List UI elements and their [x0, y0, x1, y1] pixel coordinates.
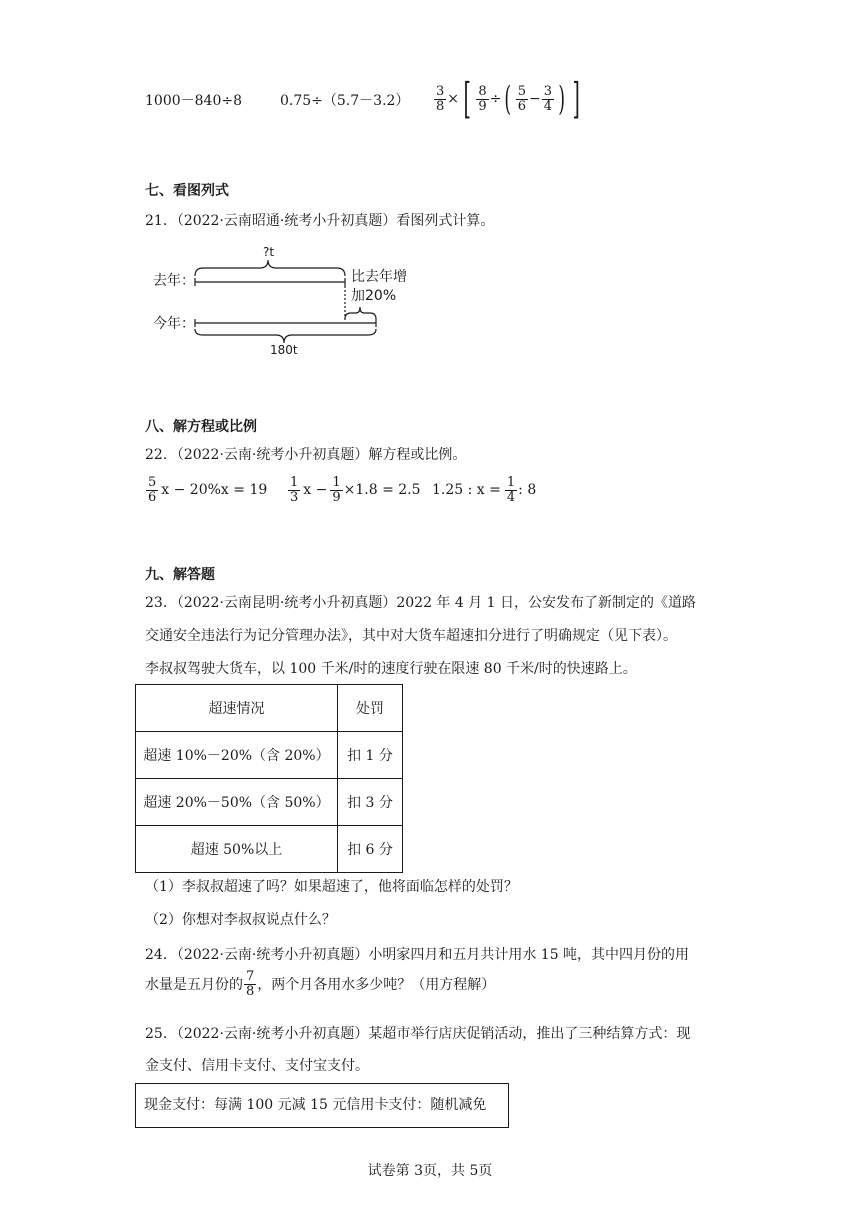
- minus-sign: −: [528, 91, 541, 107]
- diagram-lines: [190, 255, 390, 345]
- table-row: [136, 826, 403, 873]
- fraction: $\frac{1}{9}$: [332, 475, 341, 505]
- calc-expr-3: [433, 74, 585, 123]
- question-23-line-3: 李叔叔驾驶大货车，以 100 千米/时的速度行驶在限速 80 千米/时的快速路上。: [145, 661, 637, 677]
- question-24-line-2: [145, 970, 495, 998]
- question-25-line-1: 25．（2022·云南·统考小升初真题）某超市举行店庆促销活动，推出了三种结算方式：现: [145, 1026, 691, 1042]
- fraction: $\frac{7}{8}$: [246, 969, 255, 999]
- increase-label-1: 比去年增: [351, 269, 407, 285]
- question-text: 水量是五月份的: [145, 977, 243, 994]
- table-row: [136, 779, 403, 826]
- question-25-line-2: 金支付、信用卡支付、支付宝支付。: [145, 1058, 369, 1074]
- question-23-sub-1: （1）李叔叔超速了吗？如果超速了，他将面临怎样的处罚？: [145, 879, 518, 895]
- table-row: [136, 732, 403, 779]
- equation-3: [432, 476, 536, 504]
- question-24-line-1: 24．（2022·云南·统考小升初真题）小明家四月和五月共计用水 15 吨，其中四月份的用: [145, 947, 690, 963]
- question-text: ，两个月各用水多少吨？（用方程解）: [257, 977, 496, 994]
- table-header-cell: 处罚: [338, 685, 403, 732]
- table-cell: 扣 6 分: [338, 826, 403, 873]
- left-paren: (: [504, 79, 512, 119]
- table-cell: 扣 1 分: [338, 732, 403, 779]
- fraction: $\frac{5}{6}$: [517, 83, 526, 114]
- unknown-label: ?t: [263, 245, 275, 259]
- page-footer: 试卷第 3页，共 5页: [367, 1163, 493, 1179]
- last-year-label: 去年：: [153, 273, 195, 289]
- right-bracket: ]: [572, 74, 581, 123]
- fraction: $\frac{8}{9}$: [478, 83, 487, 114]
- payment-discount-box: 现金支付：每满 100 元减 15 元信用卡支付：随机减免: [135, 1083, 509, 1128]
- table-cell: 超速 10%－20%（含 20%）: [136, 732, 338, 779]
- right-paren: ): [558, 79, 565, 119]
- increase-label-2: 加20%: [351, 288, 397, 304]
- fraction: $\frac{1}{4}$: [506, 475, 516, 505]
- table-header-cell: 超速情况: [136, 685, 338, 732]
- equation-2: [287, 476, 421, 504]
- fraction: $\frac{3}{8}$: [436, 83, 445, 114]
- speeding-penalty-table: [135, 684, 403, 873]
- question-23-sub-2: （2）你想对李叔叔说点什么？: [145, 912, 336, 928]
- equation-text: x −: [303, 482, 328, 499]
- calc-expr-2: 0.75÷（5.7－3.2）: [280, 93, 410, 109]
- table-cell: 超速 50%以上: [136, 826, 338, 873]
- question-23-line-2: 交通安全违法行为记分管理办法》，其中对大货车超速扣分进行了明确规定（见下表）。: [145, 628, 677, 644]
- question-23-line-1: 23．（2022·云南昆明·统考小升初真题）2022 年 4 月 1 日，公安发布了新制定的《道路: [145, 595, 697, 611]
- equation-text: 1.25 : x =: [432, 482, 501, 499]
- section-7-heading: 七、看图列式: [145, 183, 229, 199]
- section-9-heading: 九、解答题: [145, 567, 215, 583]
- this-year-label: 今年：: [153, 316, 195, 332]
- calc-expr-1: 1000－840÷8: [145, 93, 242, 109]
- fraction: $\frac{1}{3}$: [290, 475, 299, 505]
- section-8-heading: 八、解方程或比例: [145, 419, 257, 435]
- left-bracket: [: [463, 74, 471, 123]
- table-cell: 超速 20%－50%（含 50%）: [136, 779, 338, 826]
- question-21: 21．（2022·云南昭通·统考小升初真题）看图列式计算。: [145, 213, 495, 229]
- fraction: $\frac{5}{6}$: [148, 475, 157, 505]
- fraction: $\frac{3}{4}$: [543, 83, 552, 114]
- table-header-row: [136, 685, 403, 732]
- equation-text: : 8: [518, 482, 537, 499]
- bottom-total-label: 180t: [270, 343, 298, 357]
- equation-1: [145, 476, 267, 504]
- times-sign: ×: [447, 91, 460, 107]
- divide-sign: ÷: [489, 91, 502, 107]
- table-cell: 扣 3 分: [338, 779, 403, 826]
- question-22: 22．（2022·云南·统考小升初真题）解方程或比例。: [145, 447, 467, 463]
- equation-text: ×1.8 = 2.5: [343, 482, 421, 499]
- equation-text: x − 20%x = 19: [161, 482, 268, 499]
